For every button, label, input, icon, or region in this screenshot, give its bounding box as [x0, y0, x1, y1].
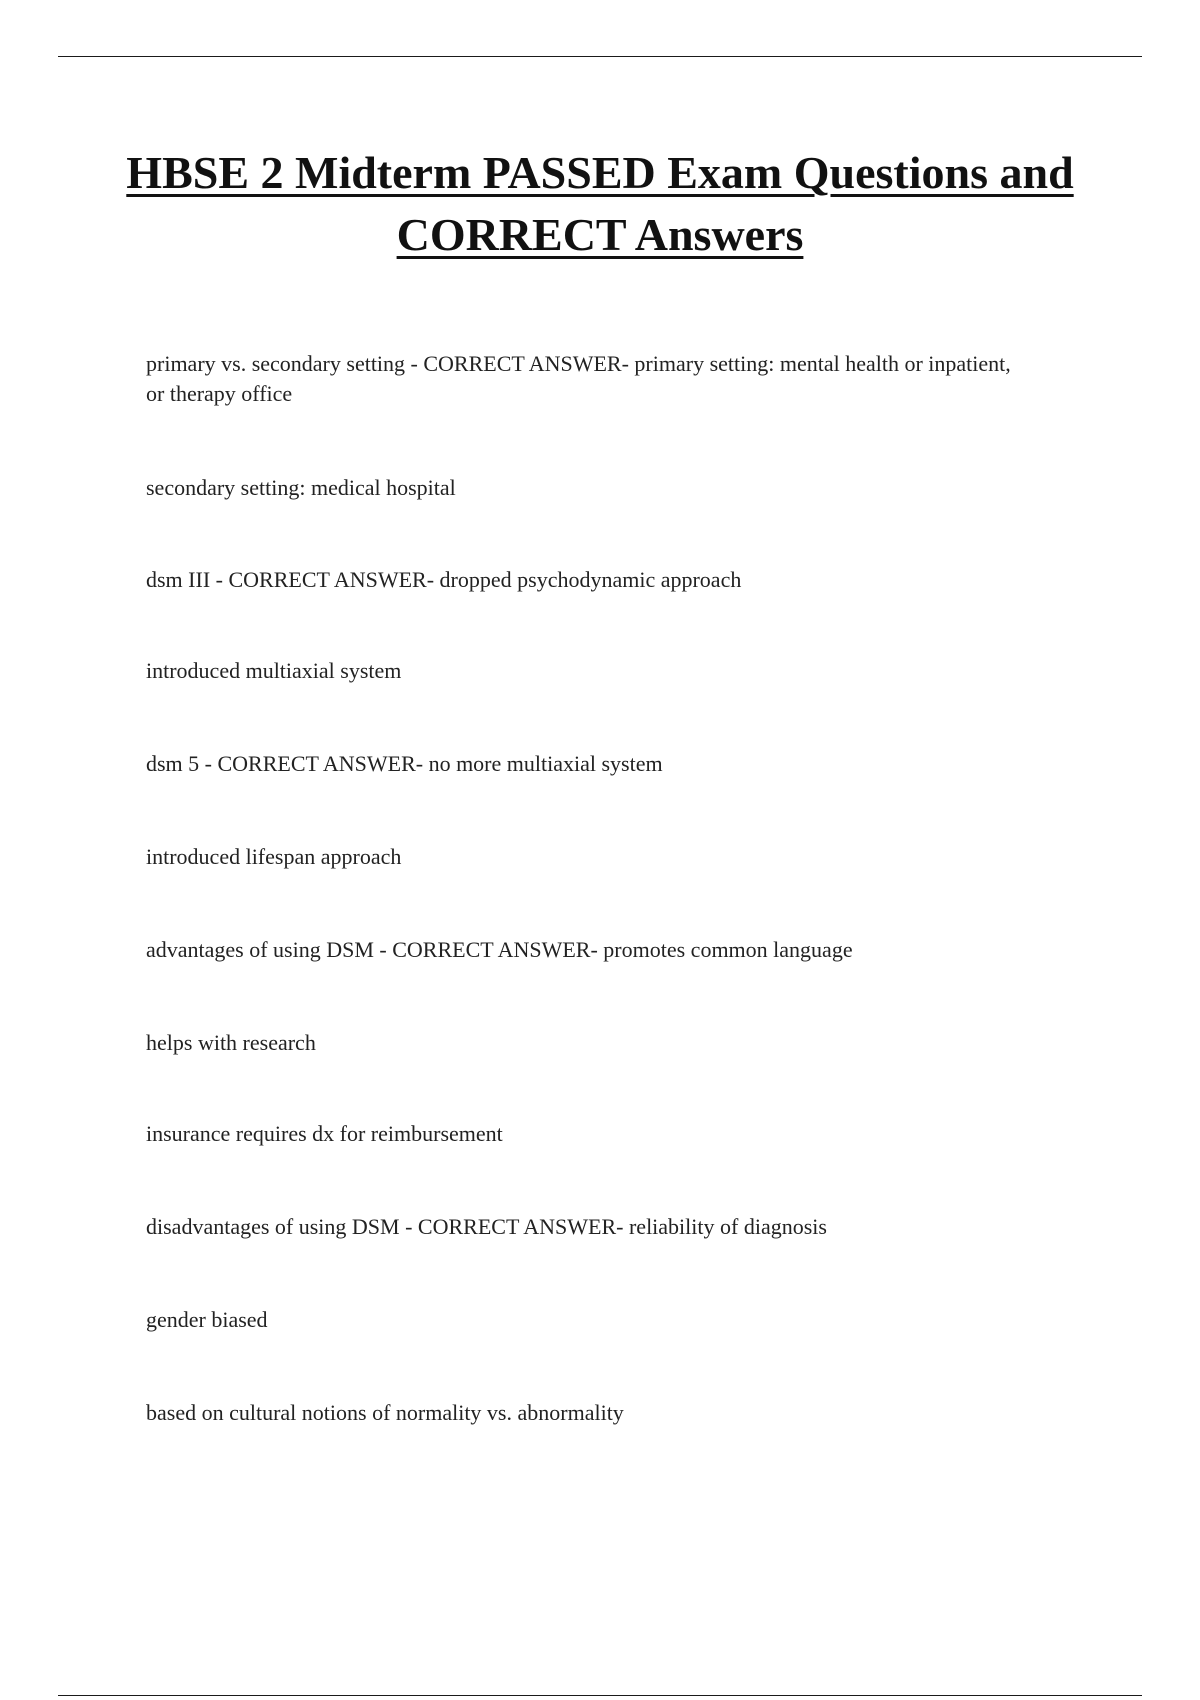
qa-entry: insurance requires dx for reimbursement [146, 1121, 503, 1146]
qa-entry: primary vs. secondary setting - CORRECT ANSWER- primary setting: mental health or inpatient, or therapy office [146, 351, 1011, 406]
qa-entry: advantages of using DSM - CORRECT ANSWER- promotes common language [146, 937, 853, 962]
document-title-text: HBSE 2 Midterm PASSED Exam Questions and CORRECT Answers [126, 147, 1074, 260]
qa-entry: introduced multiaxial system [146, 658, 402, 683]
qa-entry: dsm 5 - CORRECT ANSWER- no more multiaxial system [146, 751, 663, 776]
top-divider [58, 56, 1142, 57]
bottom-divider [58, 1695, 1142, 1696]
qa-entry: disadvantages of using DSM - CORRECT ANSWER- reliability of diagnosis [146, 1214, 827, 1239]
qa-entry: helps with research [146, 1030, 316, 1055]
document-title [60, 142, 1140, 266]
qa-entry: introduced lifespan approach [146, 844, 402, 869]
qa-entry: secondary setting: medical hospital [146, 475, 456, 500]
qa-entry: gender biased [146, 1307, 268, 1332]
qa-entry: based on cultural notions of normality vs. abnormality [146, 1400, 624, 1425]
qa-entry: dsm III - CORRECT ANSWER- dropped psychodynamic approach [146, 567, 742, 592]
